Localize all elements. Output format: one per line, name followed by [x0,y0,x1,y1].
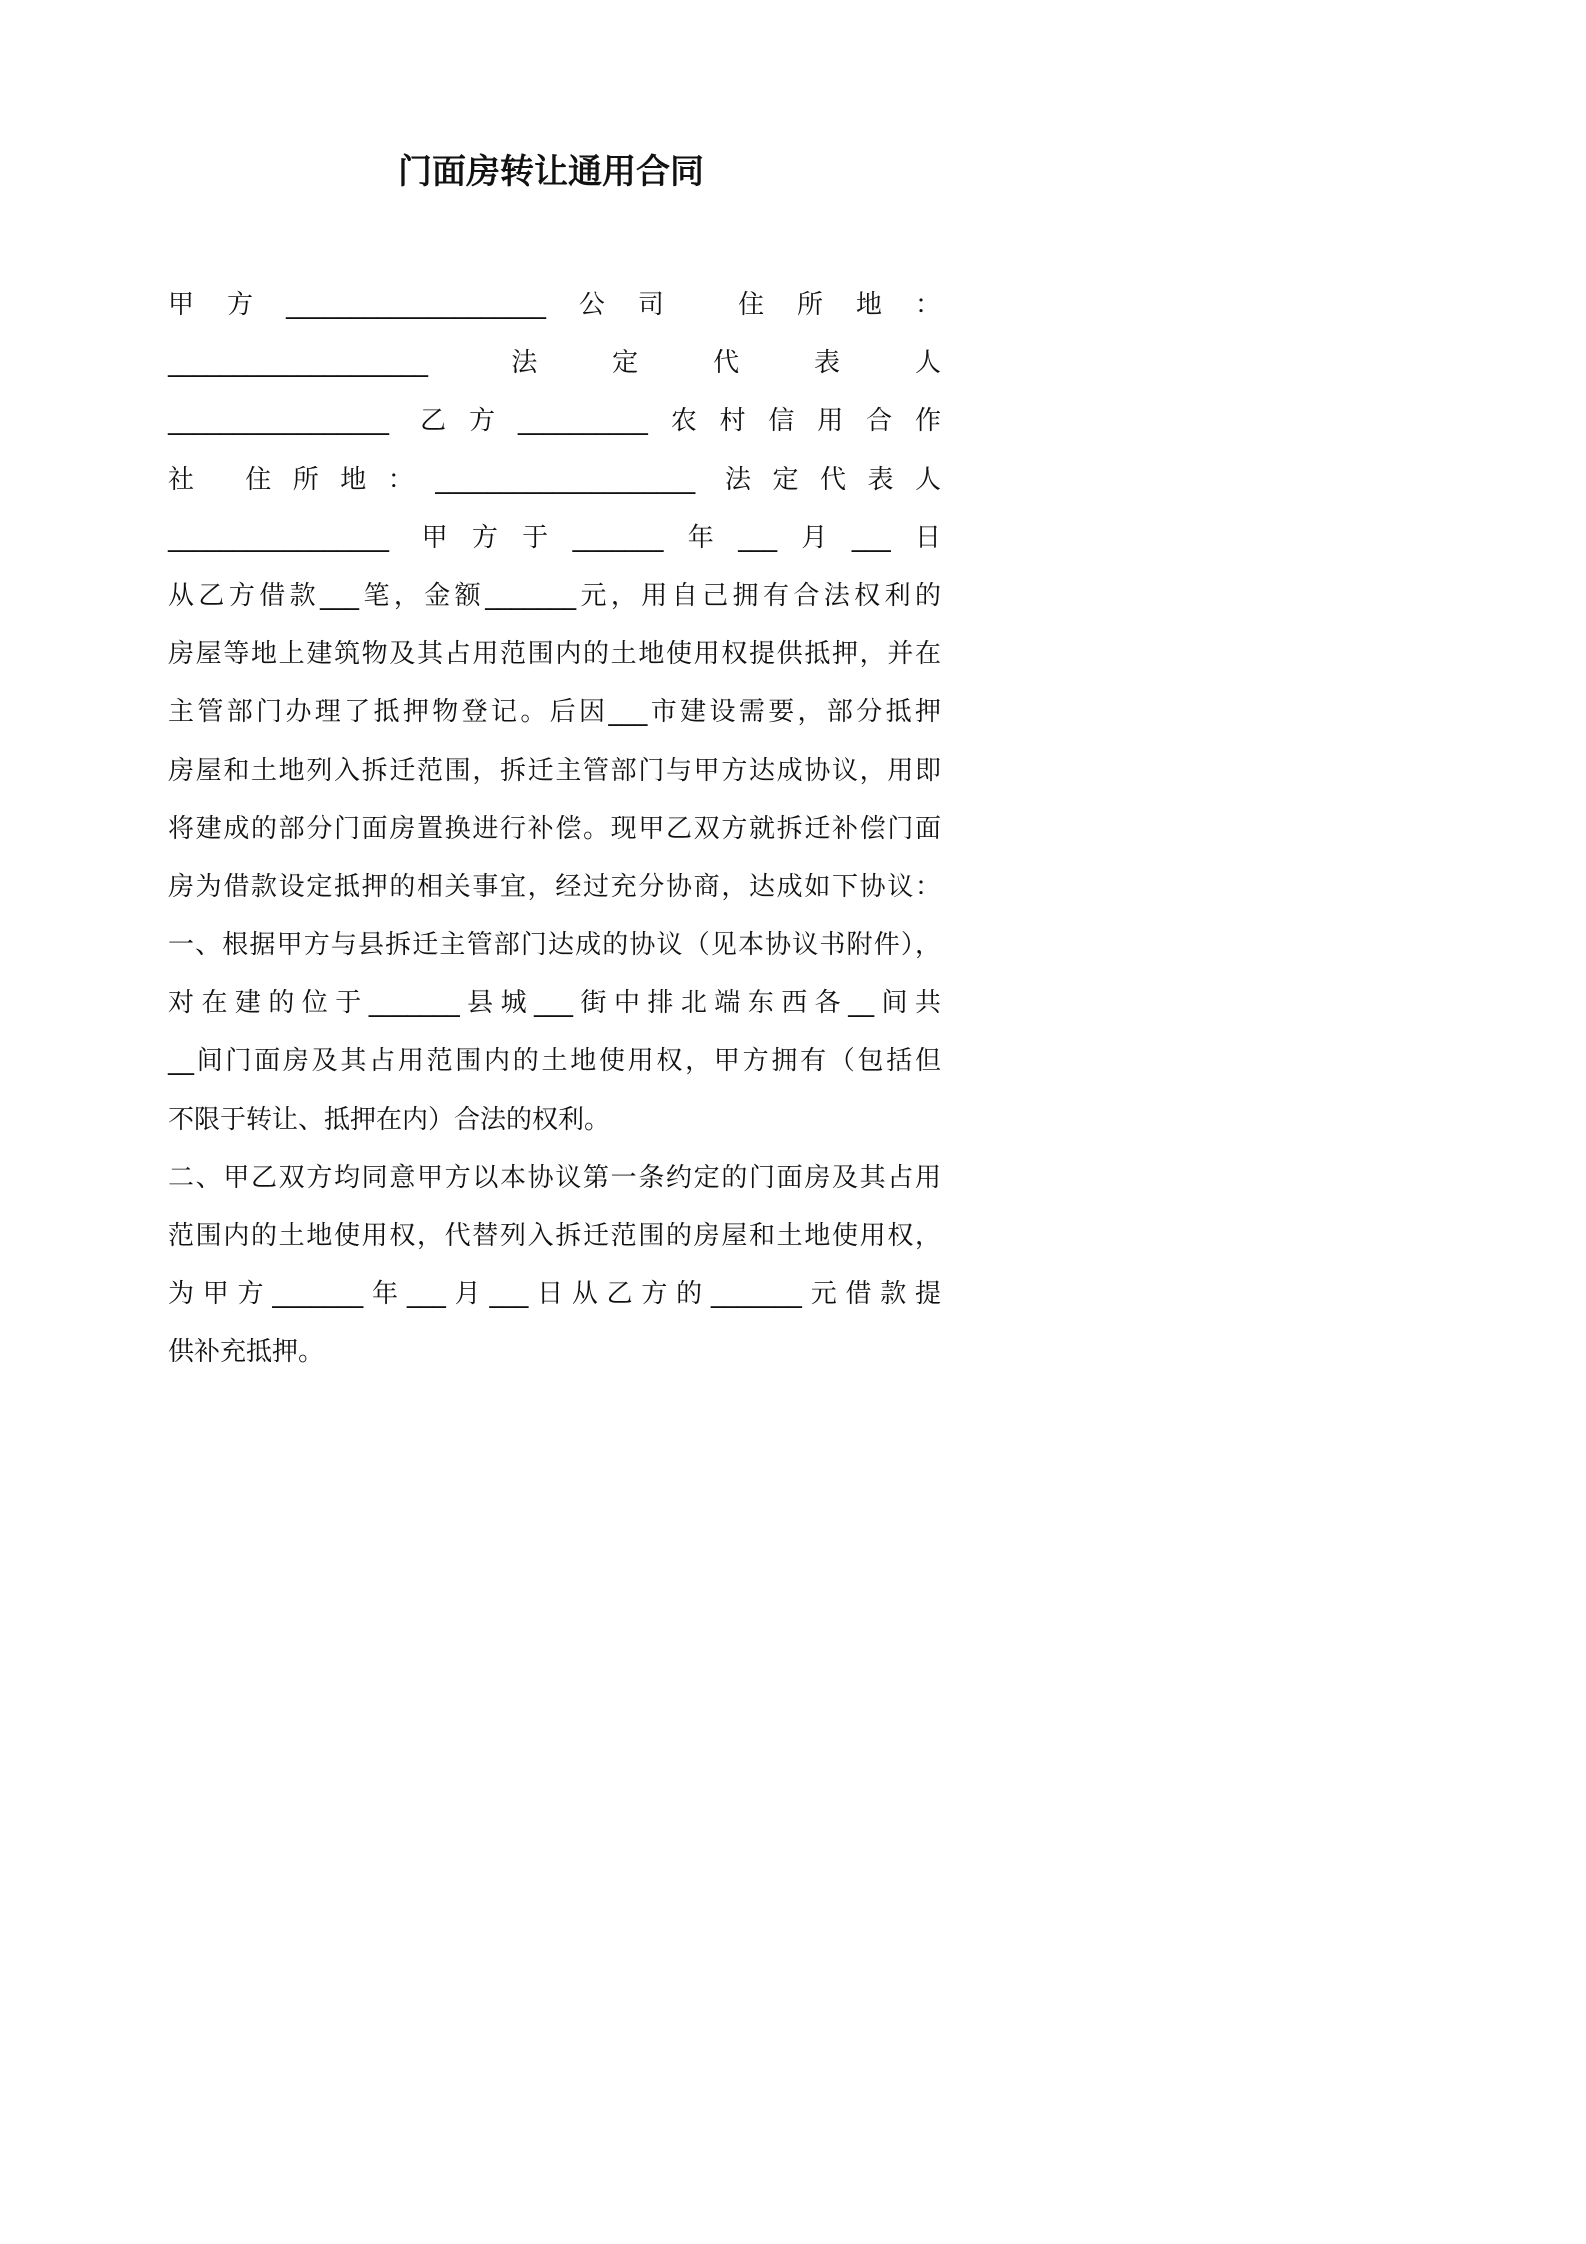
body-line: 主管部门办理了抵押物登记。后因___市建设需要，部分抵押 [168,697,941,728]
body-line: 二、甲乙双方均同意甲方以本协议第一条约定的门面房及其占用 [168,1162,941,1193]
body-line: 不限于转让、抵押在内）合法的权利。 [168,1104,611,1135]
body-line: 房屋和土地列入拆迁范围，拆迁主管部门与甲方达成协议，用即 [168,755,941,786]
body-line: _________________ 乙方__________农村信用合作 [168,406,941,437]
body-line: 对在建的位于_______县城___街中排北端东西各__间共 [168,988,941,1019]
document-title: 门面房转让通用合同 [398,152,704,192]
body-line: __间门面房及其占用范围内的土地使用权，甲方拥有（包括但 [168,1046,941,1077]
contract-body [168,276,941,1382]
body-line: 房为借款设定抵押的相关事宜，经过充分协商，达成如下协议： [168,871,941,902]
body-line: 将建成的部分门面房置换进行补偿。现甲乙双方就拆迁补偿门面 [168,813,941,844]
body-line: 为甲方_______年___月___日从乙方的_______元借款提 [168,1279,941,1310]
body-line: 一、根据甲方与县拆迁主管部门达成的协议（见本协议书附件）， [168,930,941,961]
body-line: 房屋等地上建筑物及其占用范围内的土地使用权提供抵押，并在 [168,639,941,670]
body-line: ____________________ 法定代表人 [168,348,941,379]
document-page [0,0,1102,1558]
body-line: _________________ 甲方于_______年___月___日 [168,522,941,553]
body-line: 甲方____________________公司 住所地： [168,290,941,320]
body-line: 从乙方借款___笔，金额_______元，用自己拥有合法权利的 [168,580,941,611]
body-line: 供补充抵押。 [168,1337,325,1368]
body-line: 社 住所地：____________________ 法定代表人 [168,464,941,495]
body-line: 范围内的土地使用权，代替列入拆迁范围的房屋和土地使用权， [168,1221,941,1251]
